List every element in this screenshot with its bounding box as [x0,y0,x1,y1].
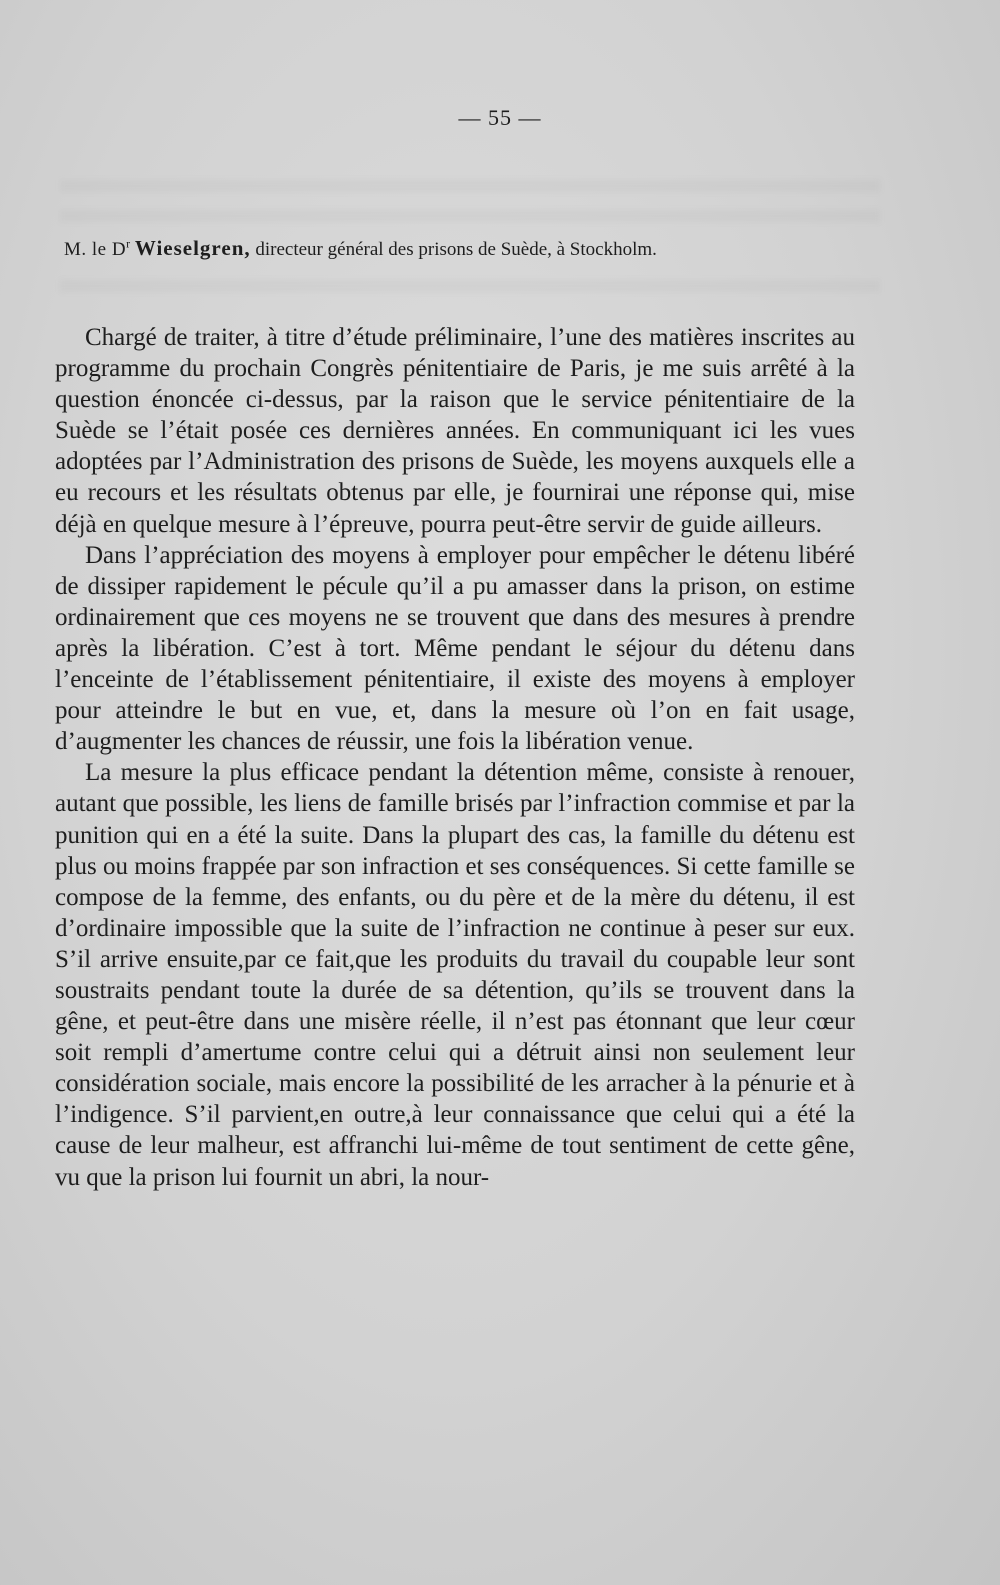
bleed-through-shadow [60,280,880,292]
bleed-through-shadow [60,180,880,192]
author-title: directeur général des prisons de Suède, à Stockholm. [250,239,657,260]
paragraph: La mesure la plus efficace pendant la détention même, consiste à renouer, autant que possible, les liens de famille brisés par l’infraction commise et par la punition qui en a été la suite. Dans la plupart des cas, la famille du détenu est plus ou moins frappée par son infraction et ses conséquences. Si cette famille se compose de la femme, des enfants, ou du père et de la mère du détenu, il est d’ordinaire impossible que la suite de l’infraction ne continue à peser sur eux. S’il arrive ensuite,par ce fait,que les produits du travail du coupable leur sont soustraits pendant toute la durée de sa détention, qu’ils se trouvent dans la gêne, et peut-être dans une misère réelle, il n’est pas étonnant que leur cœur soit rempli d’amertume contre celui qui a détruit ainsi non seulement leur considération sociale, mais encore la possibilité de les arracher à la pénurie et à l’indigence. S’il parvient,en outre,à leur connaissance que celui qui a été la cause de leur malheur, est affranchi lui-même de tout sentiment de cette gêne, vu que la prison lui fournit un abri, la nour- [55,759,855,1191]
author-name: Wieselgren, [134,236,251,260]
author-line [64,236,864,261]
author-prefix: M. le D [64,239,127,260]
body-text [55,322,855,1193]
bleed-through-shadow [60,210,880,222]
author-prefix-sup: r [126,236,131,251]
paragraph: Chargé de traiter, à titre d’étude préliminaire, l’une des matières inscrites au programme du prochain Congrès pénitentiaire de Paris, je me suis arrêté à la question énoncée ci-dessus, par la raison que le service pénitentiaire de la Suède se l’était posée ces dernières années. En communiquant ici les vues adoptées par l’Administration des prisons de Suède, les moyens auxquels elle a eu recours et les résultats obtenus par elle, je fournirai une réponse qui, mise déjà en quelque mesure à l’épreuve, pourra peut-être servir de guide ailleurs. [55,324,855,538]
paragraph: Dans l’appréciation des moyens à employer pour empêcher le détenu libéré de dissiper rapidement le pécule qu’il a pu amasser dans la prison, on estime ordinairement que ces moyens ne se trouvent que dans des mesures à prendre après la libération. C’est à tort. Même pendant le séjour du détenu dans l’enceinte de l’établissement pénitentiaire, il existe des moyens à employer pour atteindre le but en vue, et, dans la mesure où l’on en fait usage, d’augmenter les chances de réussir, une fois la libération venue. [55,541,855,756]
page-number: — 55 — [458,105,542,130]
